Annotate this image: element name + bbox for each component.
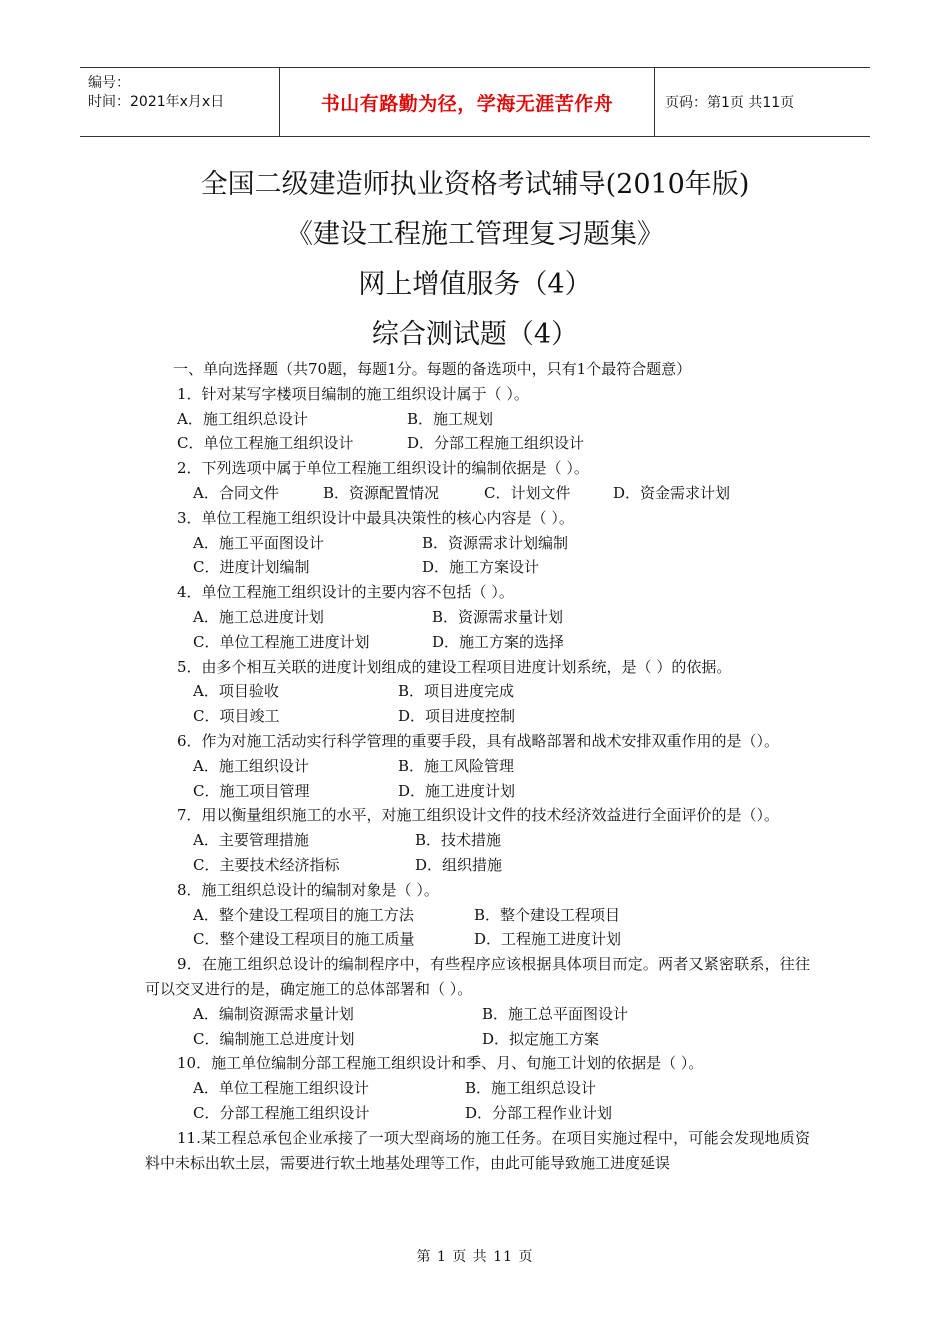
option-d: D．分部工程作业计划 (465, 1103, 613, 1122)
option-b: B．施工总平面图设计 (482, 1004, 629, 1023)
option-c: C．单位工程施工进度计划 (193, 632, 370, 651)
option-c: C．分部工程施工组织设计 (193, 1103, 370, 1122)
option-d: D．资金需求计划 (613, 483, 731, 502)
option-d: D．组织措施 (415, 855, 503, 874)
title-line-4: 综合测试题（4） (371, 319, 579, 350)
question-8: 8．施工组织总设计的编制对象是（ ）。 (177, 880, 439, 899)
option-a: A．单位工程施工组织设计 (193, 1079, 369, 1098)
option-a: A．施工总进度计划 (193, 607, 324, 626)
question-3-options-ab (145, 531, 810, 556)
question-8-options-cd (145, 927, 810, 952)
question-9-options-ab (145, 1002, 810, 1027)
document-titles (0, 160, 950, 360)
option-b: B．资源需求计划编制 (422, 533, 569, 552)
question-2: 2．下列选项中属于单位工程施工组织设计的编制依据是（ ）。 (177, 459, 589, 478)
option-c: C．计划文件 (484, 483, 571, 502)
question-8-options-ab (145, 903, 810, 928)
option-d: D．施工方案的选择 (432, 632, 565, 651)
option-a: A．施工平面图设计 (193, 533, 324, 552)
question-5-options-ab (145, 679, 810, 704)
option-a: A．施工组织设计 (193, 756, 309, 775)
option-b: B．施工风险管理 (398, 756, 515, 775)
option-d: D．项目进度控制 (398, 707, 516, 726)
header-motto: 书山有路勤为径，学海无涯苦作舟 (280, 68, 655, 136)
question-1: 1．针对某写字楼项目编制的施工组织设计属于（ ）。 (177, 384, 529, 403)
option-c: C．项目竣工 (193, 707, 280, 726)
question-5: 5．由多个相互关联的进度计划组成的建设工程项目进度计划系统，是（ ）的依据。 (177, 657, 732, 676)
question-3-options-cd (145, 555, 810, 580)
question-9-options-cd (145, 1027, 810, 1052)
section-title: 一、单向选择题（共70题，每题1分。每题的备选项中，只有1个最符合题意） (173, 360, 692, 378)
option-b: B．技术措施 (415, 831, 502, 850)
number-label: 编号： (88, 75, 130, 91)
option-c: C．施工项目管理 (193, 781, 310, 800)
question-9: 9．在施工组织总设计的编制程序中，有些程序应该根据具体项目而定。两者又紧密联系，往往可以交叉进行的是，确定施工的总体部署和（ ）。 (145, 955, 810, 998)
question-2-options (145, 481, 810, 506)
option-b: B．资源需求量计划 (432, 607, 564, 626)
title-line-1: 全国二级建造师执业资格考试辅导(2010年版) (200, 169, 750, 200)
option-d: D．工程施工进度计划 (474, 930, 622, 949)
header-meta (80, 68, 280, 136)
option-d: D．拟定施工方案 (482, 1029, 600, 1048)
question-10-options-ab (145, 1076, 810, 1101)
header-page-info: 页码：第1页 共11页 (665, 95, 795, 111)
question-6-options-cd (145, 779, 810, 804)
option-a: A．施工组织总设计 (177, 409, 308, 428)
option-c: C．编制施工总进度计划 (193, 1029, 355, 1048)
question-1-options-cd (145, 431, 810, 456)
question-11: 11.某工程总承包企业承接了一项大型商场的施工任务。在项目实施过程中，可能会发现地质资料中未标出软土层，需要进行软土地基处理等工作，由此可能导致施工进度延误 (145, 1128, 810, 1172)
question-3: 3．单位工程施工组织设计中最具决策性的核心内容是（ ）。 (177, 508, 574, 527)
option-b: B．资源配置情况 (323, 483, 440, 502)
question-7-options-ab (145, 828, 810, 853)
option-d: D．施工方案设计 (422, 558, 540, 577)
question-7: 7．用以衡量组织施工的水平，对施工组织设计文件的技术经济效益进行全面评价的是（）。 (177, 806, 780, 825)
question-7-options-cd (145, 853, 810, 878)
question-10-options-cd (145, 1101, 810, 1126)
option-a: A．主要管理措施 (193, 831, 309, 850)
option-d: D．施工进度计划 (398, 781, 516, 800)
question-1-options-ab (145, 407, 810, 432)
option-b: B．整个建设工程项目 (474, 905, 621, 924)
title-line-2: 《建设工程施工管理复习题集》 (286, 219, 664, 250)
option-b: B．施工规划 (407, 409, 494, 428)
question-6: 6．作为对施工活动实行科学管理的重要手段，具有战略部署和战术安排双重作用的是（）。 (177, 731, 780, 750)
option-b: B．施工组织总设计 (465, 1079, 597, 1098)
title-line-3: 网上增值服务（4） (358, 269, 592, 300)
option-c: C．主要技术经济指标 (193, 855, 340, 874)
question-6-options-ab (145, 754, 810, 779)
option-a: A．编制资源需求量计划 (193, 1004, 354, 1023)
option-c: C．整个建设工程项目的施工质量 (193, 930, 415, 949)
option-a: A．合同文件 (193, 483, 279, 502)
question-4-options-ab (145, 605, 810, 630)
option-b: B．项目进度完成 (398, 682, 515, 701)
option-a: A．整个建设工程项目的施工方法 (193, 905, 414, 924)
question-4-options-cd (145, 630, 810, 655)
question-body (145, 357, 810, 1175)
option-a: A．项目验收 (193, 682, 279, 701)
page-footer: 第 1 页 共 11 页 (416, 1249, 534, 1265)
question-5-options-cd (145, 704, 810, 729)
question-4: 4．单位工程施工组织设计的主要内容不包括（ ）。 (177, 583, 514, 602)
option-c: C．进度计划编制 (193, 558, 310, 577)
question-10: 10．施工单位编制分部工程施工组织设计和季、月、旬施工计划的依据是（ ）。 (177, 1054, 704, 1073)
option-d: D．分部工程施工组织设计 (407, 434, 585, 453)
option-c: C．单位工程施工组织设计 (177, 434, 354, 453)
time-label: 时间：2021年x月x日 (88, 94, 225, 110)
page-header (80, 67, 870, 137)
